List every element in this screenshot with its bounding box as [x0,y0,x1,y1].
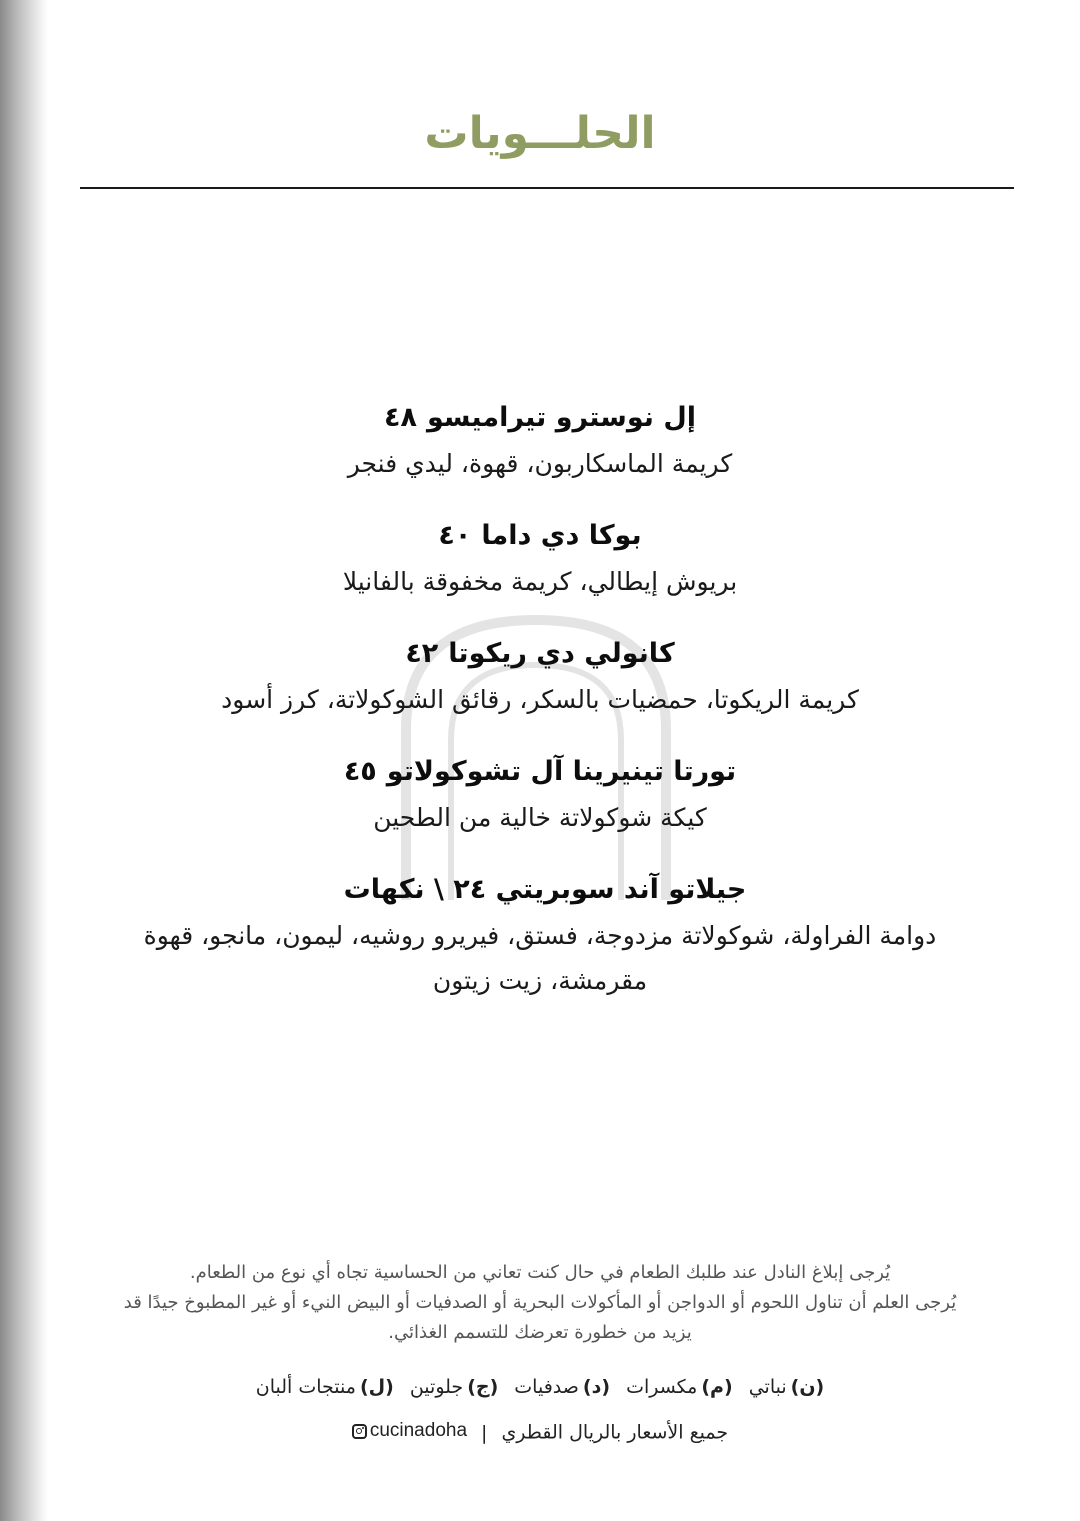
menu-item-price: ٤٨ [383,402,417,433]
dietary-legend [0,1372,1080,1402]
menu-item-title: تورتا تينيرينا آل تشوكولاتو [386,756,737,787]
legend-label: صدفيات [514,1376,579,1398]
menu-item [0,867,1080,1003]
menu-item-description: كيكة شوكولاتة خالية من الطحين [373,803,707,832]
menu-item [0,749,1080,840]
legend-code: (د) [582,1376,611,1398]
menu-item-name [0,631,1080,677]
currency-note: جميع الأسعار بالريال القطري [501,1421,729,1444]
legend-label: جلوتين [409,1376,464,1398]
title-divider [80,187,1014,189]
menu-item-title: إل نوسترو تيراميسو [426,402,697,433]
menu-item-description: كريمة الماسكاربون، قهوة، ليدي فنجر [347,449,733,478]
dessert-menu-list [0,395,1080,1030]
legend-label: نباتي [748,1376,787,1398]
legend-entry-shellfish [514,1376,610,1398]
menu-footer [0,1258,1080,1448]
section-title: الحلـــويات [424,108,656,159]
menu-item [0,513,1080,604]
menu-item-name [0,867,1080,913]
allergy-notice-line: يُرجى إبلاغ النادل عند طلبك الطعام في حال كنت تعاني من الحساسية تجاه أي نوع من الطعام. [189,1262,891,1283]
footer-separator: | [481,1421,488,1444]
menu-item-description: كريمة الريكوتا، حمضيات بالسكر، رقائق الشوكولاتة، كرز أسود [221,685,859,714]
legend-entry-vegetarian [749,1376,825,1398]
menu-item-name [0,395,1080,441]
menu-item-title: بوكا دي داما [481,520,642,551]
legend-code: (م) [701,1376,733,1398]
menu-item-name [0,749,1080,795]
allergy-notice [110,1258,970,1348]
instagram-handle-text: cucinadoha [369,1420,468,1441]
menu-item [0,631,1080,722]
menu-item-name [0,513,1080,559]
legend-code: (ج) [467,1376,499,1398]
menu-item-description: دوامة الفراولة، شوكولاتة مزدوجة، فستق، فيريرو روشيه، ليمون، مانجو، قهوة مقرمشة، زيت زيتون [143,921,937,995]
legend-code: (ن) [790,1376,825,1398]
menu-item-title: كانولي دي ريكوتا [448,638,675,669]
menu-item [0,395,1080,486]
menu-item-title: جيلاتو آند سوبريتي ٢٤ \ نكهات [343,874,747,905]
menu-item-price: ٤٠ [438,520,472,551]
menu-item-price: ٤٥ [343,756,377,787]
food-safety-notice-line: يُرجى العلم أن تناول اللحوم أو الدواجن أو المأكولات البحرية أو الصدفيات أو البيض النيء أو غير المطبوخ جيدًا قد يزيد من خطورة تعرضك للتسمم الغذائي. [123,1292,957,1343]
legend-entry-gluten [410,1376,498,1398]
footer-bottom-line [0,1416,1080,1448]
legend-entry-nuts [626,1376,733,1398]
legend-label: منتجات ألبان [255,1376,356,1398]
menu-item-description: بريوش إيطالي، كريمة مخفوقة بالفانيلا [342,567,738,596]
menu-item-price: ٤٢ [405,638,439,669]
instagram-icon [352,1424,367,1439]
legend-label: مكسرات [626,1376,698,1398]
menu-page [48,0,1080,1521]
legend-entry-dairy [256,1376,394,1398]
instagram-handle[interactable] [352,1416,467,1446]
legend-code: (ل) [359,1376,394,1398]
